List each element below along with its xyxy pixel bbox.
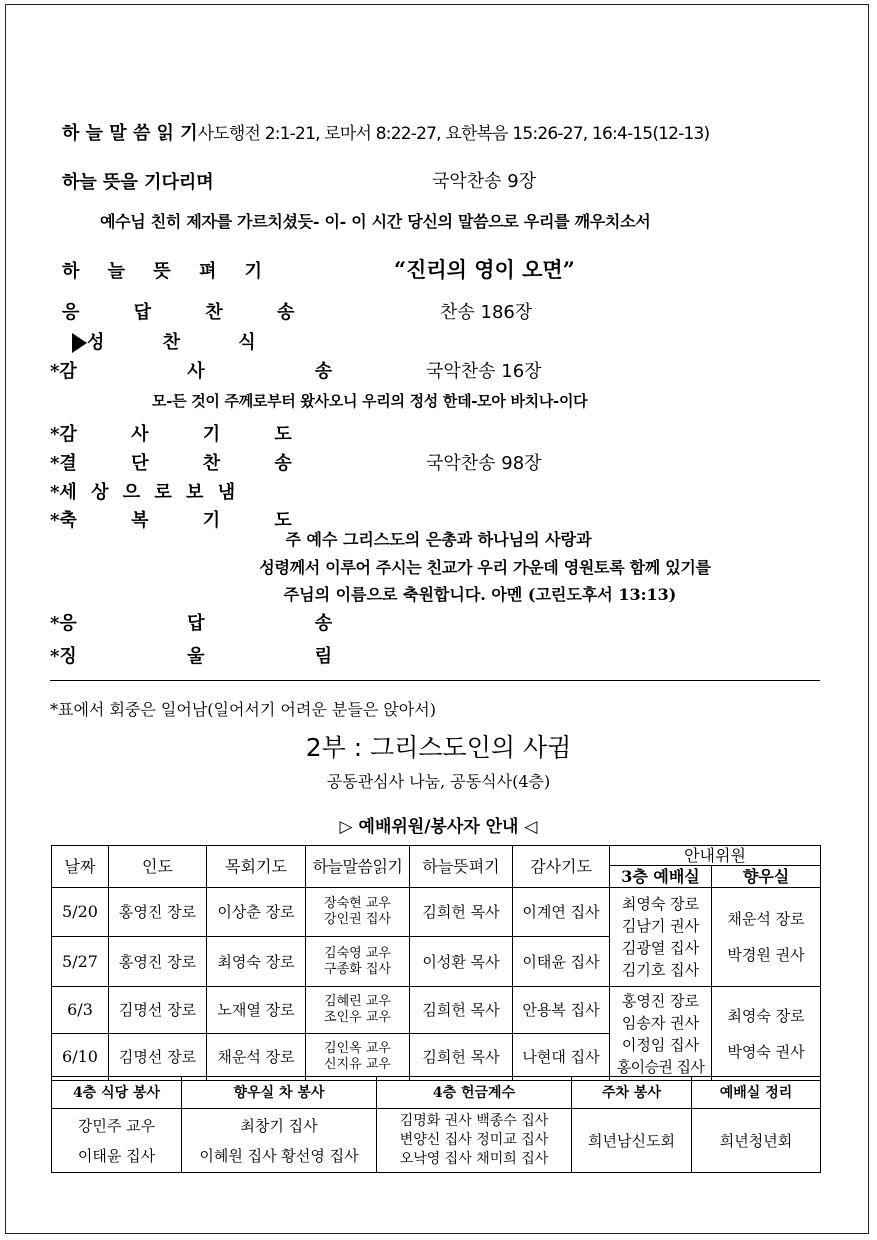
usher-name: 김남기 권사 [621,917,700,935]
parking-group: 희년남신도회 [572,1109,692,1173]
scripture-reader-1: 김혜린 교우 [324,994,391,1009]
service-header-row [52,1077,821,1109]
thanks-prayer-label-text: 감 사 기 도 [59,424,316,445]
header-pastoral-prayer: 목회기도 [207,846,306,888]
scripture-reader-2: 구종화 집사 [324,961,391,977]
header-incense-room: 향우실 [712,866,821,888]
decision-hymn-label-text: 결 단 찬 송 [59,453,316,474]
usher-name: 박경원 권사 [727,946,805,964]
row-thanks: 나현대 집사 [513,1034,610,1081]
usher-name: 최영숙 장로 [621,895,700,913]
usher-name: 홍이승권 집사 [616,1057,705,1076]
table-row [52,987,821,1034]
thanks-lyrics: 모-든 것이 주께로부터 왔사오니 우리의 정성 한데-모아 바치나-이다 [152,392,588,410]
praise-label: 성 찬 식 [87,332,282,353]
usher-name: 김기호 집사 [621,961,700,979]
header-third-floor: 3층 예배실 [610,866,712,888]
benediction-label-text: 축 복 기 도 [59,510,316,531]
waiting-value: 국악찬송 9장 [432,171,537,192]
row-leader: 김명선 장로 [109,1034,207,1081]
header-dining-service: 4층 식당 봉사 [52,1077,182,1109]
ushers-third-group-2 [610,987,712,1081]
header-tea-service: 향우실 차 봉사 [182,1077,377,1109]
part2-subtitle: 공동관심사 나눔, 공동식사(4층) [326,772,551,791]
roster-title [0,812,877,837]
scripture-reader-1: 김인옥 교우 [324,1041,391,1056]
scripture-value: 사도행전 2:1-21, 로마서 8:22-27, 요한복음 15:26-27, 16:4-15(12-13) [197,124,710,144]
praise-line [72,328,282,354]
roster-table [51,845,821,1081]
header-offering-count: 4층 헌금계수 [377,1077,572,1109]
benediction-line-2: 성령께서 이루어 주시는 친교가 우리 가운데 영원토록 함께 있기를 [259,558,711,577]
cleanup-group: 희년청년회 [692,1109,821,1173]
ushers-incense-group-1 [712,888,821,987]
star-mark: * [50,453,60,474]
usher-name: 채운석 장로 [727,910,805,928]
volunteer-name: 강민주 교우 [77,1116,156,1135]
service-row [52,1109,821,1173]
header-row [52,846,821,866]
row-leader: 김명선 장로 [109,987,207,1034]
thanks-prayer-label [50,420,316,446]
volunteer-name: 이태윤 집사 [77,1146,156,1165]
row-sermon: 김희헌 목사 [410,1034,513,1081]
row-sermon: 김희헌 목사 [410,987,513,1034]
scripture-reader-1: 김숙영 교우 [324,945,391,961]
volunteer-pair: 변양신 집사 정미교 집사 [399,1132,549,1148]
sending-label [50,478,239,504]
part2-title: 2부 : 그리스도인의 사귐 [305,733,572,762]
thanks-song-value: 국악찬송 16장 [426,361,542,382]
star-mark: * [50,482,60,503]
triangle-pointer-icon [72,333,87,353]
row-scripture [306,937,410,987]
decision-hymn-value: 국악찬송 98장 [426,453,542,474]
usher-name: 홍영진 장로 [621,991,700,1010]
row-scripture [306,1034,410,1081]
dining-volunteers [52,1109,182,1173]
row-leader: 홍영진 장로 [109,937,207,987]
usher-name: 박영숙 권사 [727,1042,805,1061]
standing-note: *표에서 회중은 일어남(일어서기 어려운 분들은 앉아서) [50,700,436,719]
response-song-label-text: 응 답 송 [59,613,385,634]
waiting-label: 하늘 뜻을 기다리며 [62,172,214,193]
waiting-lyrics: 예수님 친히 제자를 가르치셨듯- 이- 이 시간 당신의 말씀으로 우리를 깨우치소서 [100,212,651,231]
triangle-left-icon: ◁ [524,817,538,837]
tea-volunteers [182,1109,377,1173]
usher-name: 이정임 집사 [621,1035,700,1054]
row-pastoral: 채운석 장로 [207,1034,306,1081]
sending-label-text: 세 상 으 로 보 냄 [59,482,240,503]
star-mark: * [50,424,60,445]
row-date: 5/27 [52,937,109,987]
volunteer-name: 이혜원 집사 황선영 집사 [199,1146,359,1165]
volunteer-name: 최창기 집사 [240,1116,318,1135]
row-sermon: 김희헌 목사 [410,888,513,937]
row-pastoral: 이상춘 장로 [207,888,306,937]
usher-name: 임송자 권사 [621,1013,700,1032]
row-date: 6/10 [52,1034,109,1081]
volunteer-pair: 김명화 권사 백종수 집사 [399,1113,549,1129]
sermon-title: “진리의 영이 오면” [394,257,575,282]
ushers-third-group-1 [610,888,712,987]
response-hymn-value: 찬송 186장 [440,302,533,323]
star-mark: * [50,646,60,667]
row-thanks: 이태윤 집사 [513,937,610,987]
table-row [52,888,821,937]
scripture-label: 하 늘 말 씀 읽 기 [62,123,198,144]
header-thanks-prayer: 감사기도 [513,846,610,888]
row-date: 6/3 [52,987,109,1034]
star-mark: * [50,361,60,382]
divider-line [50,680,820,681]
response-song-label [50,609,384,635]
benediction-line-3: 주님의 이름으로 축원합니다. 아멘 (고린도후서 13:13) [283,585,677,604]
header-leader: 인도 [109,846,207,888]
sermon-label [62,257,274,283]
header-sermon: 하늘뜻펴기 [410,846,513,888]
sermon-label-text: 하 늘 뜻 펴 기 [62,261,274,282]
volunteer-pair: 오낙영 집사 채미희 집사 [399,1151,549,1167]
scripture-line [62,119,709,145]
chime-label-text: 징 울 림 [59,646,385,667]
row-leader: 홍영진 장로 [109,888,207,937]
row-thanks: 이계연 집사 [513,888,610,937]
row-date: 5/20 [52,888,109,937]
usher-name: 김광열 집사 [621,939,700,957]
ushers-incense-group-2 [712,987,821,1081]
benediction-line-1: 주 예수 그리스도의 은총과 하나님의 사랑과 [285,530,592,549]
decision-hymn-label [50,449,316,475]
scripture-reader-2: 조인우 교우 [324,1010,391,1025]
response-hymn-label: 응 답 찬 송 [62,302,319,323]
scripture-reader-2: 강인권 집사 [324,912,391,927]
row-scripture [306,888,410,937]
row-scripture [306,987,410,1034]
thanks-song-label [50,357,384,383]
star-mark: * [50,613,60,634]
row-thanks: 안용복 집사 [513,987,610,1034]
usher-name: 최영숙 장로 [727,1006,805,1025]
header-date: 날짜 [52,846,109,888]
offering-volunteers [377,1109,572,1173]
star-mark: * [50,510,60,531]
roster-title-text: 예배위원/봉사자 안내 [358,817,519,837]
service-table [51,1076,821,1173]
header-cleanup: 예배실 정리 [692,1077,821,1109]
thanks-song-label-text: 감 사 송 [59,361,385,382]
scripture-reader-2: 신지유 교우 [324,1057,391,1072]
header-ushers: 안내위원 [610,846,821,866]
triangle-right-icon: ▷ [339,817,353,837]
row-pastoral: 최영숙 장로 [207,937,306,987]
header-scripture: 하늘말씀읽기 [306,846,410,888]
chime-label [50,642,384,668]
row-pastoral: 노재열 장로 [207,987,306,1034]
row-sermon: 이성환 목사 [410,937,513,987]
header-parking-service: 주차 봉사 [572,1077,692,1109]
scripture-reader-1: 장숙현 교우 [324,896,391,911]
